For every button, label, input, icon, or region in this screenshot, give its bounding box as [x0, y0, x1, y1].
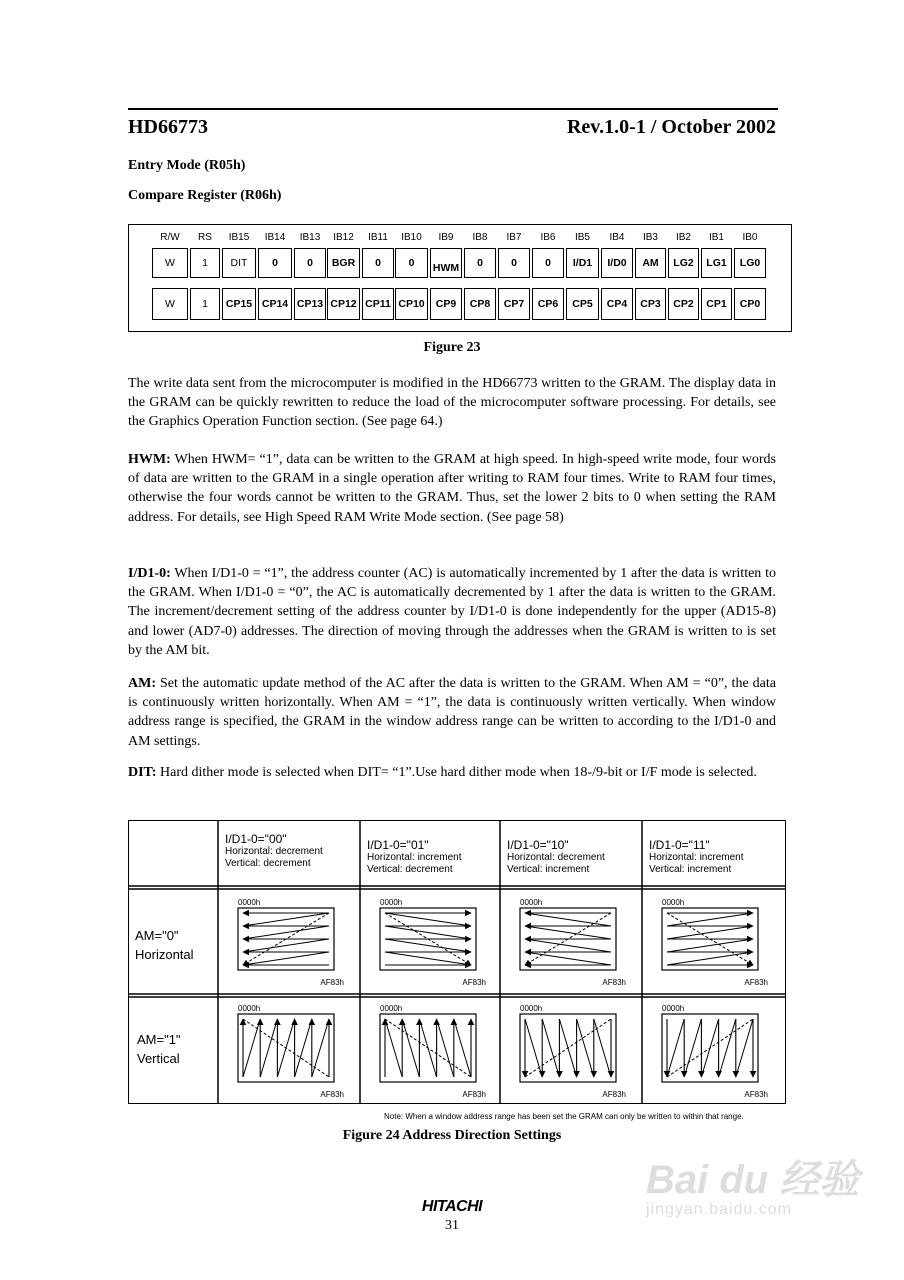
row-am: AM="0": [135, 928, 179, 943]
start-address: 0000h: [380, 898, 403, 907]
intro-paragraph: The write data sent from the microcomputer is modified in the HD66773 written to the GRAM. The display data in the GRAM can be quickly rewritten to reduce the load of the microcomputer software processing. For details, see the Graphics Operation Function section. (See page 64.): [128, 376, 776, 430]
row1-cell-14: AM: [635, 248, 666, 278]
direction-diagram-1-2: [520, 1004, 626, 1099]
row-header-0: [135, 926, 194, 964]
col-vertical: Vertical: increment: [649, 864, 732, 875]
col-header-3: [649, 838, 743, 876]
watermark-logo: Bai du 经验: [646, 1158, 860, 1202]
hwm-label: HWM:: [128, 452, 171, 467]
bit-label-16: IB1: [708, 232, 724, 243]
baidu-watermark: [646, 1148, 859, 1219]
figure-24-caption: Figure 24 Address Direction Settings: [342, 1128, 562, 1143]
col-title: I/D1-0="11": [649, 838, 710, 852]
row2-cell-16: CP1: [701, 288, 732, 320]
bit-label-3: IB14: [264, 232, 286, 243]
direction-diagram-1-3: [662, 1004, 768, 1099]
bit-label-0: R/W: [160, 232, 180, 243]
col-header-2: [507, 838, 605, 876]
row2-cell-17: CP0: [734, 288, 766, 320]
col-header-1: [367, 838, 461, 876]
row1-cell-10: 0: [498, 248, 530, 278]
col-title: I/D1-0="00": [225, 832, 287, 846]
bit-label-2: IB15: [228, 232, 250, 243]
row2-cell-11: CP6: [532, 288, 564, 320]
dit-text: Hard dither mode is selected when DIT= “1”.Use hard dither mode when 18-/9-bit or I/F mode is selected.: [156, 765, 757, 780]
row1-cell-17: LG0: [734, 248, 766, 278]
bit-label-15: IB2: [675, 232, 691, 243]
row-dir: Horizontal: [135, 947, 194, 962]
col-vertical: Vertical: increment: [507, 864, 590, 875]
chip-name: HD66773: [128, 116, 208, 138]
figure-23-caption: Figure 23: [423, 340, 481, 355]
dit-label: DIT:: [128, 765, 157, 780]
row1-cell-12: I/D1: [566, 248, 599, 278]
row-am: AM="1": [137, 1032, 181, 1047]
col-vertical: Vertical: decrement: [225, 858, 311, 869]
hwm-text: When HWM= “1”, data can be written to the GRAM at high speed. In high-speed write mode, four words of data are written to the GRAM in a single operation after writing to RAM four times. Write to RAM four times, otherwise the four words cannot be written to the GRAM. Thus, set the lower 2 bits to 0 when setting the RAM address. For details, see High Speed RAM Write Mode section. (See page 58): [128, 452, 776, 525]
col-horizontal: Horizontal: increment: [367, 852, 462, 863]
row1-cell-5: BGR: [327, 248, 360, 278]
id-label: I/D1-0:: [128, 566, 171, 581]
bit-label-14: IB3: [642, 232, 658, 243]
direction-diagram-1-0: [238, 1004, 344, 1099]
row2-cell-5: CP12: [327, 288, 360, 320]
row-header-1: [137, 1030, 181, 1068]
start-address: 0000h: [662, 898, 685, 907]
bit-label-12: IB5: [574, 232, 590, 243]
row2-cell-6: CP11: [362, 288, 394, 320]
col-horizontal: Horizontal: increment: [649, 852, 744, 863]
am-text: Set the automatic update method of the AC after the data is written to the GRAM. When AM = “0”, the data is continuously written horizontally. When AM = “1”, the data is continuously written vertically. When window address range is specified, the GRAM in the window address range can be written to according to the I/D1-0 and AM settings.: [128, 676, 776, 749]
end-address: AF83h: [462, 1090, 486, 1099]
row2-cell-12: CP5: [566, 288, 599, 320]
direction-diagram-0-1: [380, 898, 486, 987]
row1-cell-13: I/D0: [601, 248, 633, 278]
row-dir: Vertical: [137, 1051, 180, 1066]
start-address: 0000h: [238, 898, 261, 907]
row1-cell-2: DIT: [222, 248, 256, 278]
end-address: AF83h: [320, 1090, 344, 1099]
row1-cell-15: LG2: [668, 248, 699, 278]
start-address: 0000h: [520, 1004, 543, 1013]
am-label: AM:: [128, 676, 156, 691]
row1-cell-1: 1: [190, 248, 220, 278]
row2-cell-1: 1: [190, 288, 220, 320]
row2-cell-14: CP3: [635, 288, 666, 320]
row1-cell-11: 0: [532, 248, 564, 278]
end-address: AF83h: [320, 978, 344, 987]
row2-cell-3: CP14: [258, 288, 292, 320]
row2-cell-15: CP2: [668, 288, 699, 320]
row2-cell-4: CP13: [294, 288, 326, 320]
end-address: AF83h: [744, 1090, 768, 1099]
watermark-url: jingyan.baidu.com: [646, 1201, 792, 1218]
col-horizontal: Horizontal: decrement: [507, 852, 605, 863]
bit-label-7: IB10: [401, 232, 422, 243]
bit-label-1: RS: [198, 232, 212, 243]
row1-cell-6: 0: [362, 248, 394, 278]
start-address: 0000h: [238, 1004, 261, 1013]
bit-label-11: IB6: [540, 232, 556, 243]
direction-diagram-0-3: [662, 898, 768, 987]
window-note: Note: When a window address range has been set the GRAM can only be written to within that range.: [384, 1112, 744, 1121]
row1-cell-4: 0: [294, 248, 326, 278]
bit-label-8: IB9: [438, 232, 454, 243]
hitachi-logo: HITACHI: [421, 1198, 483, 1215]
row2-cell-7: CP10: [395, 288, 428, 320]
row2-cell-8: CP9: [430, 288, 462, 320]
start-address: 0000h: [380, 1004, 403, 1013]
end-address: AF83h: [602, 1090, 626, 1099]
direction-diagram-0-2: [520, 898, 626, 987]
col-horizontal: Horizontal: decrement: [225, 846, 323, 857]
id-text: When I/D1-0 = “1”, the address counter (AC) is automatically incremented by 1 after the data is written to the GRAM. When I/D1-0 = “0”, the AC is automatically decremented by 1 after the data is written to the GRAM. The increment/decrement setting of the address counter by I/D1-0 is done independently for the upper (AD15-8) and lower (AD7-0) addresses. The direction of moving through the addresses when the GRAM is written to is set by the AM bit.: [128, 566, 776, 658]
direction-diagram-1-1: [380, 1004, 486, 1099]
end-address: AF83h: [744, 978, 768, 987]
bit-label-6: IB11: [368, 232, 388, 243]
row1-cell-7: 0: [395, 248, 428, 278]
direction-diagram-0-0: [238, 898, 344, 987]
bit-label-10: IB7: [506, 232, 522, 243]
row2-cell-9: CP8: [464, 288, 496, 320]
bit-label-5: IB12: [333, 232, 354, 243]
start-address: 0000h: [662, 1004, 685, 1013]
end-address: AF83h: [462, 978, 486, 987]
page-number: 31: [445, 1218, 459, 1233]
row1-cell-0: W: [152, 248, 188, 278]
row1-cell-3: 0: [258, 248, 292, 278]
bit-label-4: IB13: [299, 232, 321, 243]
row2-cell-13: CP4: [601, 288, 633, 320]
end-address: AF83h: [602, 978, 626, 987]
col-vertical: Vertical: decrement: [367, 864, 453, 875]
revision: Rev.1.0-1 / October 2002: [566, 116, 776, 138]
row1-cell-8: HWM: [430, 248, 462, 278]
row2-cell-10: CP7: [498, 288, 530, 320]
col-title: I/D1-0="01": [367, 838, 429, 852]
row2-cell-0: W: [152, 288, 188, 320]
bit-label-17: IB0: [742, 232, 758, 243]
row2-cell-2: CP15: [222, 288, 256, 320]
col-title: I/D1-0="10": [507, 838, 569, 852]
compare-register-heading: Compare Register (R06h): [128, 188, 282, 203]
bit-label-9: IB8: [472, 232, 488, 243]
col-header-0: [225, 832, 323, 870]
bit-label-13: IB4: [609, 232, 625, 243]
entry-mode-heading: Entry Mode (R05h): [128, 158, 246, 173]
start-address: 0000h: [520, 898, 543, 907]
row1-cell-16: LG1: [701, 248, 732, 278]
row1-cell-9: 0: [464, 248, 496, 278]
